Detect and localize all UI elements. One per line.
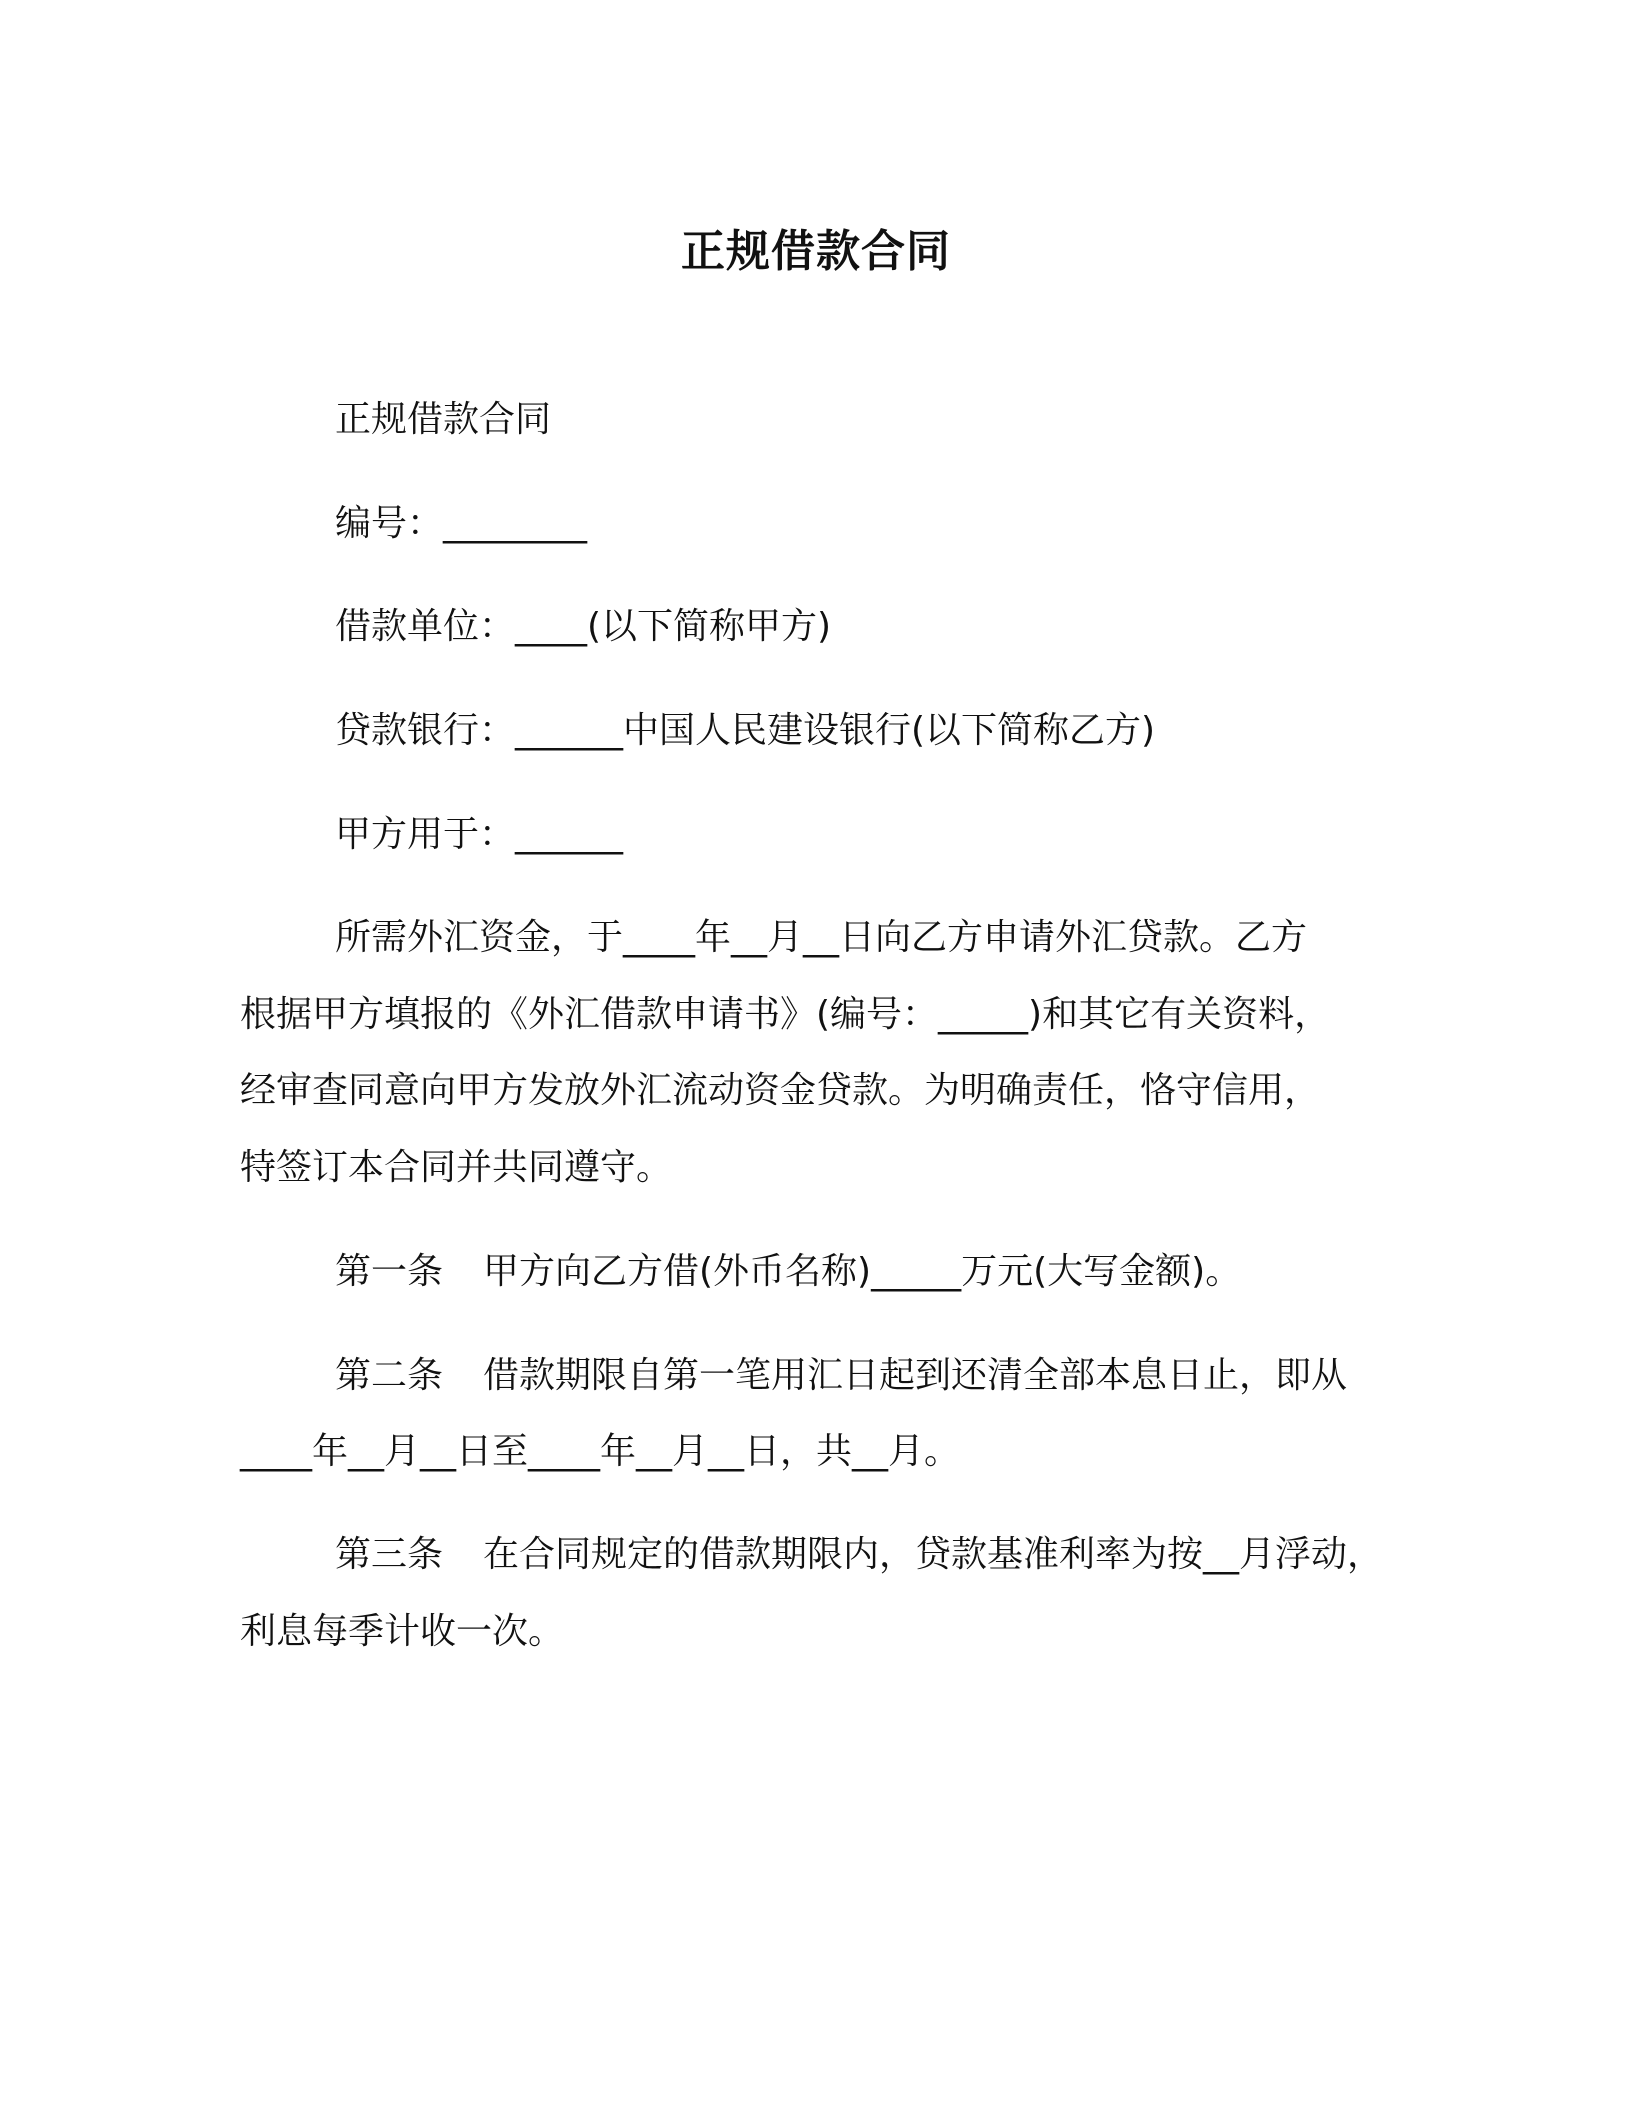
borrower-line: 借款单位：____(以下简称甲方) (335, 606, 832, 647)
purpose-line: 甲方用于：______ (335, 814, 624, 855)
preamble-line: 根据甲方填报的《外汇借款申请书》(编号：_____)和其它有关资料， (240, 994, 1331, 1035)
article-2 (335, 1352, 1347, 1400)
preamble-line: 特签订本合同并共同遵守。 (240, 1147, 673, 1188)
article-text: 甲方向乙方借(外币名称)_____万元(大写金额)。 (483, 1251, 1242, 1292)
article-2-continuation: ____年__月__日至____年__月__日，共__月。 (240, 1431, 961, 1472)
article-text: 借款期限自第一笔用汇日起到还清全部本息日止，即从 (483, 1355, 1348, 1396)
article-3-continuation: 利息每季计收一次。 (240, 1611, 565, 1652)
preamble-line: 所需外汇资金，于____年__月__日向乙方申请外汇贷款。乙方 (335, 917, 1308, 958)
article-text: 在合同规定的借款期限内，贷款基准利率为按__月浮动， (483, 1534, 1384, 1575)
article-3 (335, 1531, 1383, 1579)
lending-bank-line: 贷款银行：______中国人民建设银行(以下简称乙方) (335, 710, 1156, 751)
article-label: 第二条 (335, 1355, 444, 1396)
preamble-line: 经审查同意向甲方发放外汇流动资金贷款。为明确责任，恪守信用， (240, 1070, 1321, 1111)
contract-heading: 正规借款合同 (335, 399, 552, 440)
article-label: 第三条 (335, 1534, 444, 1575)
contract-number-line: 编号：________ (335, 503, 588, 544)
article-label: 第一条 (335, 1251, 444, 1292)
article-1 (335, 1248, 1241, 1296)
document-title: 正规借款合同 (681, 226, 951, 277)
